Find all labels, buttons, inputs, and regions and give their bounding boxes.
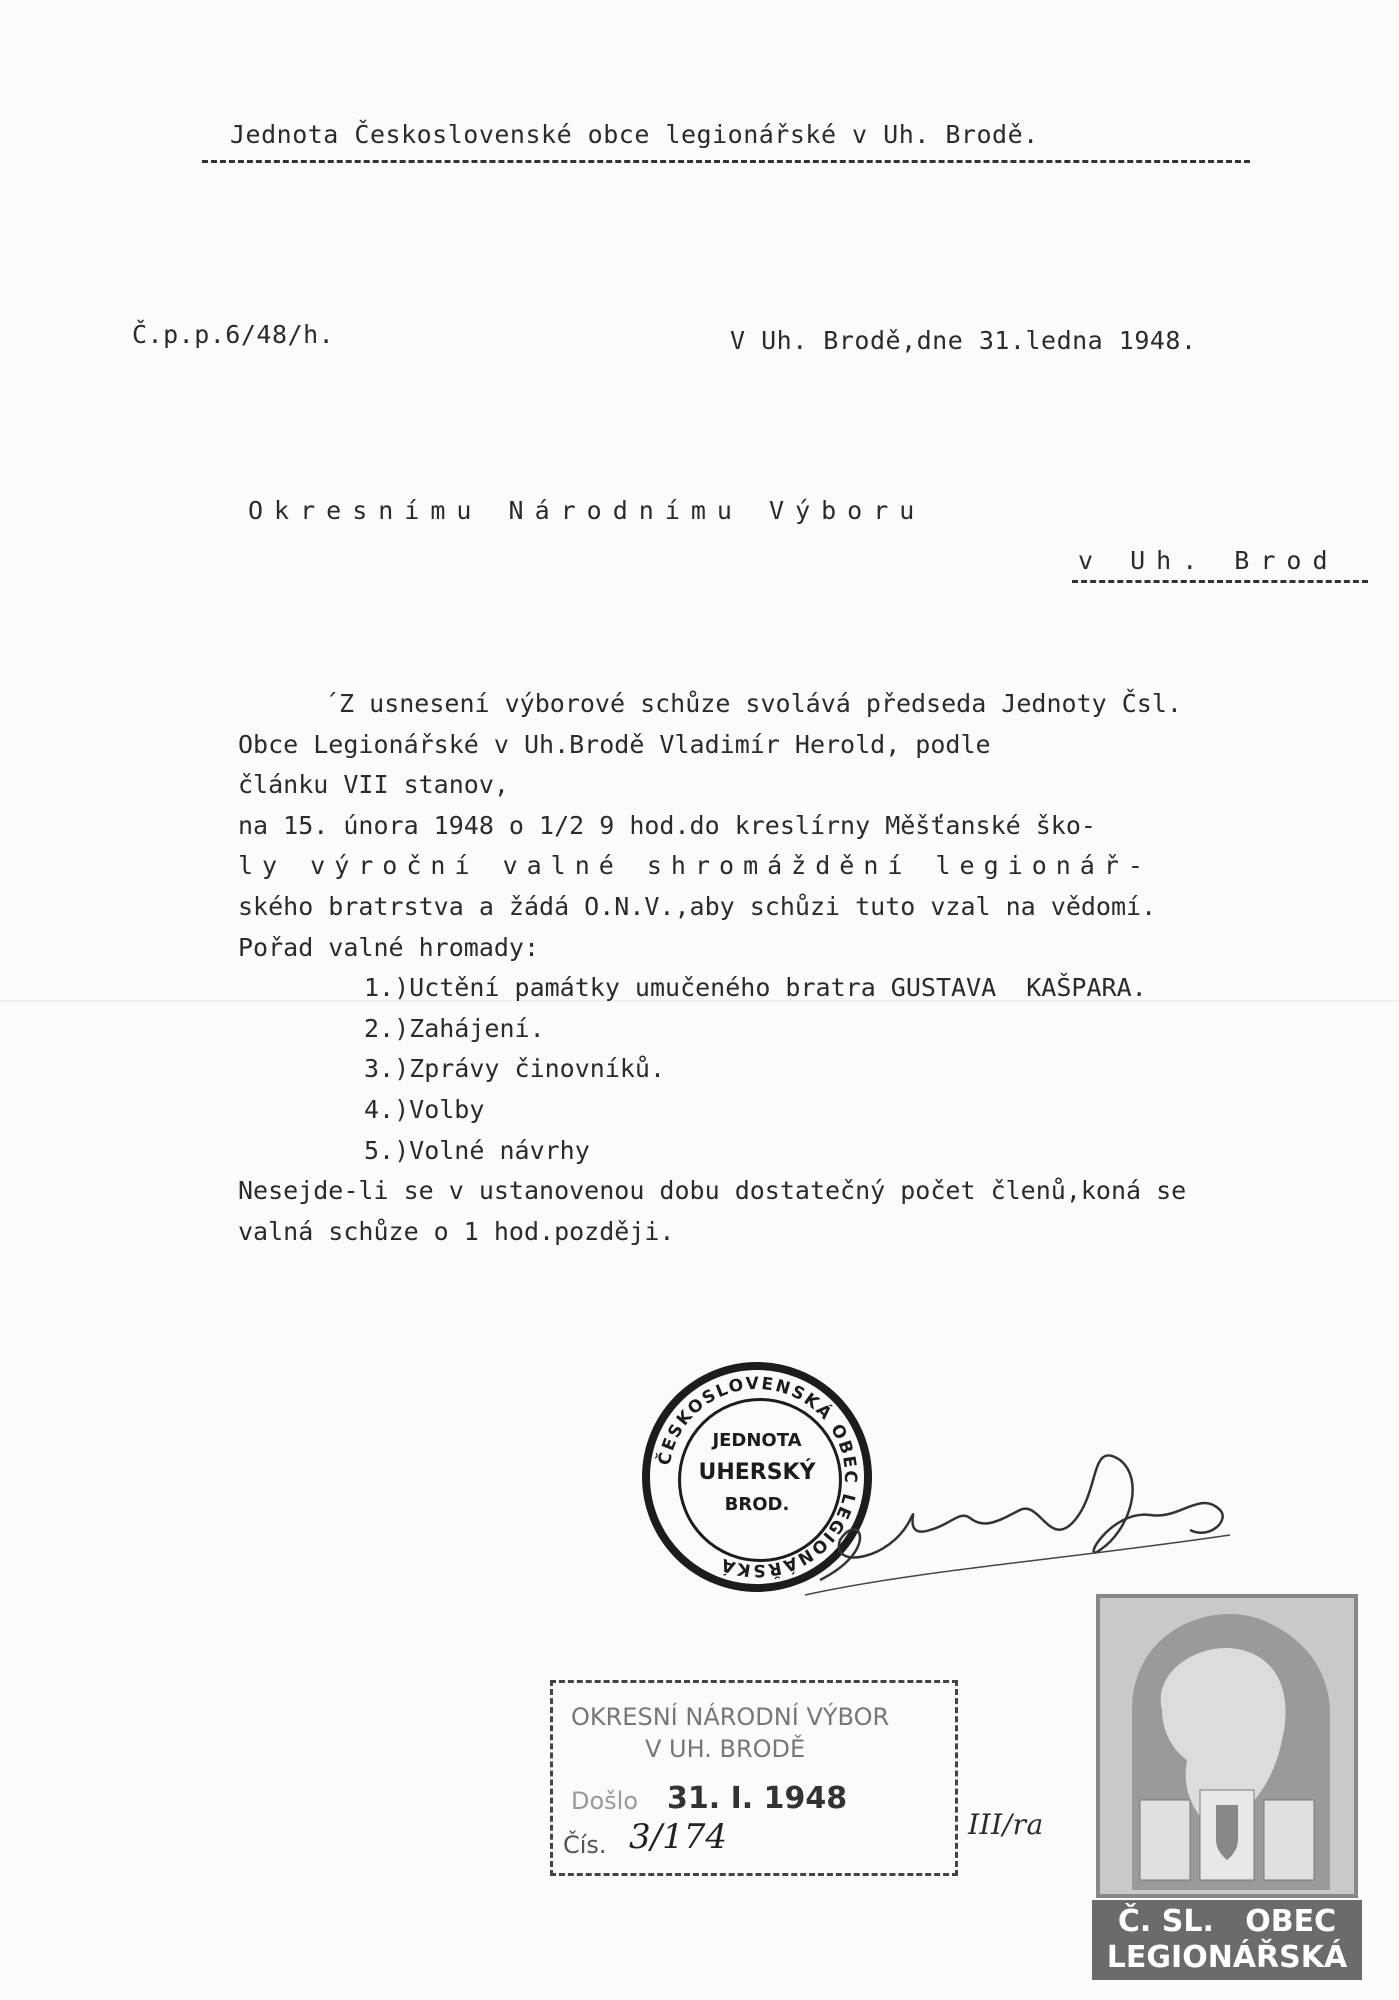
agenda-item: 1.)Uctění památky umučeného bratra GUSTAVA KAŠPARA. [364,973,1147,1003]
logo-text-line2: LEGIONÁŘSKÁ [1106,1940,1348,1975]
logo-text-line1: Č. SL. OBEC [1117,1904,1337,1939]
reference-number: Č.p.p.6/48/h. [132,320,335,349]
received-stamp-date: 31. I. 1948 [667,1781,848,1816]
body-line: Obce Legionářské v Uh.Brodě Vladimír Herold, podle [238,729,991,759]
round-stamp-center-2: UHERSKÝ [698,1460,816,1485]
received-stamp-note: III/ra [968,1808,1044,1841]
agenda-item: 5.)Volné návrhy [364,1135,590,1165]
date-line: V Uh. Brodě,dne 31.ledna 1948. [730,326,1197,355]
closing-line: Nesejde-li se v ustanovenou dobu dostatečný počet členů,koná se [238,1176,1187,1206]
received-stamp [550,1680,958,1876]
body-line: Pořad valné hromady: [238,932,540,962]
letterhead-underline [202,160,1250,163]
agenda-item: 3.)Zprávy činovníků. [364,1054,666,1084]
agenda-item: 4.)Volby [364,1094,485,1124]
received-stamp-number-label: Čís. [563,1831,607,1859]
received-stamp-office: OKRESNÍ NÁRODNÍ VÝBOR [571,1703,890,1731]
body-line: ského bratrstva a žádá O.N.V.,aby schůzi tuto vzal na vědomí. [238,891,1157,921]
letterhead-organization: Jednota Československé obce legionářské v Uh. Brodě. [230,120,1039,149]
letter-body [238,684,1358,1252]
round-stamp-center-1: JEDNOTA [712,1430,802,1451]
body-line: ´Z usnesení výborové schůze svolává předseda Jednoty Čsl. [324,689,1182,718]
addressee-line2: v Uh. Brod [1078,546,1339,575]
agenda-item: 2.)Zahájení. [364,1013,545,1043]
closing-line: valná schůze o 1 hod.později. [238,1216,675,1246]
received-stamp-place: V UH. BRODĚ [645,1735,806,1763]
body-line: článku VII stanov, [238,770,509,800]
addressee-line1: Okresnímu Národnímu Výboru [248,496,926,525]
legion-logo [1092,1590,1362,1980]
body-line: na 15. února 1948 o 1/2 9 hod.do kreslírny Měšťanské ško- [238,810,1096,840]
body-line: ly výroční valné shromáždění legionář- [238,851,1152,881]
round-stamp-center-3: BROD. [724,1494,790,1515]
svg-text:ČESKOSLOVENSKÁ OBEC LEGIONÁŘSK: ČESKOSLOVENSKÁ OBEC LEGIONÁŘSKÁ [654,1373,861,1581]
received-stamp-number: 3/174 [629,1817,727,1857]
addressee-underline [1072,580,1368,583]
received-stamp-date-label: Došlo [571,1787,639,1815]
